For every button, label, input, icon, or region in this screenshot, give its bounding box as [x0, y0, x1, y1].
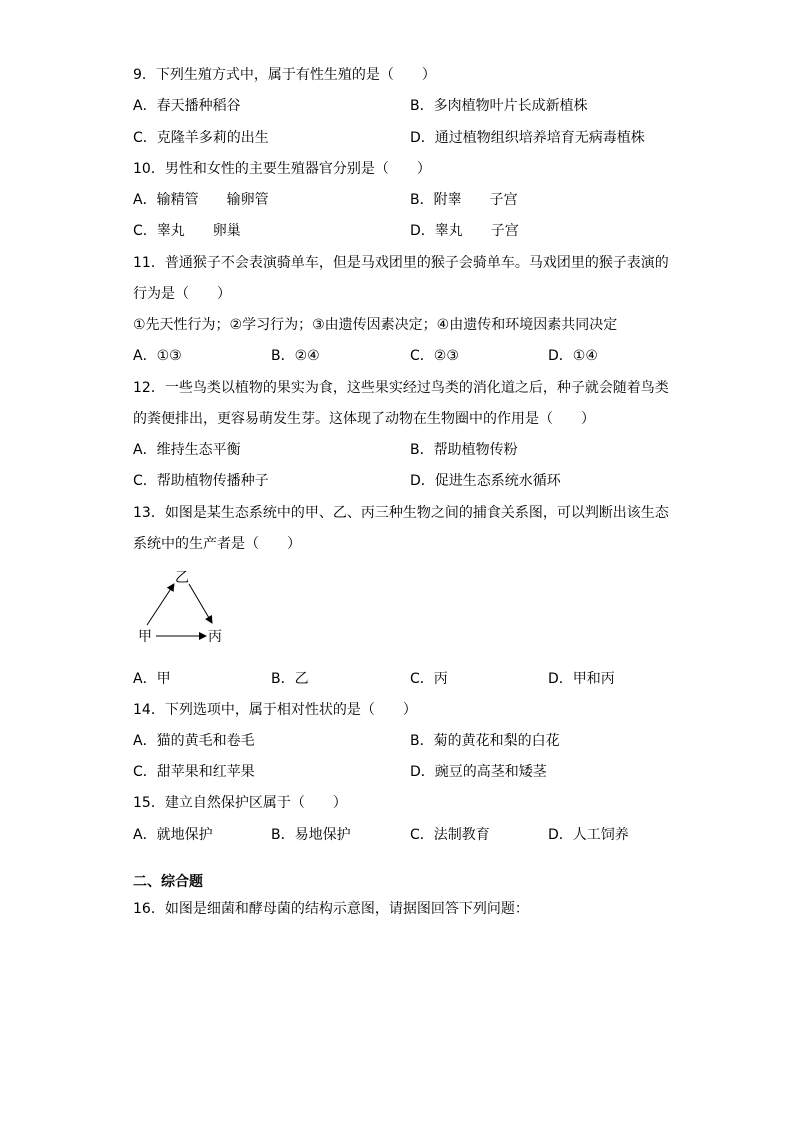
q14-option-d: D．豌豆的高茎和矮茎	[410, 764, 547, 780]
q13-option-b: B．乙	[271, 671, 309, 687]
q13-option-a: A．甲	[133, 671, 171, 687]
q14-option-a: A．猫的黄毛和卷毛	[133, 733, 255, 749]
q12-option-b: B．帮助植物传粉	[410, 442, 518, 458]
q11-option-c: C．②③	[410, 348, 459, 364]
q15-option-a: A．就地保护	[133, 827, 213, 843]
q13-stem-line2: 系统中的生产者是（ ）	[133, 536, 301, 552]
q9-option-d: D．通过植物组织培养培育无病毒植株	[410, 130, 645, 146]
arrow-yi-to-bing	[189, 584, 212, 623]
q14-option-c: C．甜苹果和红苹果	[133, 764, 255, 780]
q12-stem-line2: 的粪便排出，更容易萌发生芽。这体现了动物在生物圈中的作用是（ ）	[133, 411, 595, 427]
q11-stem-line2: 行为是（ ）	[133, 286, 231, 302]
node-bing: 丙	[208, 629, 222, 645]
q12-stem-line1: 12．一些鸟类以植物的果实为食，这些果实经过鸟类的消化道之后，种子就会随着鸟类	[133, 380, 669, 396]
q15-option-b: B．易地保护	[271, 827, 351, 843]
q9-option-a: A．春天播种稻谷	[133, 98, 241, 114]
q14-stem: 14．下列选项中，属于相对性状的是（ ）	[133, 702, 417, 718]
q11-stem-line3: ①先天性行为；②学习行为；③由遗传因素决定；④由遗传和环境因素共同决定	[133, 317, 618, 333]
q10-option-b: B．附睾 子宫	[410, 192, 518, 208]
q14-option-b: B．菊的黄花和梨的白花	[410, 733, 560, 749]
q10-option-d: D．睾丸 子宫	[410, 223, 519, 239]
q9-option-b: B．多肉植物叶片长成新植株	[410, 98, 588, 114]
food-chain-diagram	[130, 562, 240, 654]
q11-option-a: A．①③	[133, 348, 182, 364]
section-heading: 二、综合题	[133, 874, 203, 890]
q16-stem: 16．如图是细菌和酵母菌的结构示意图，请据图回答下列问题：	[133, 901, 529, 917]
q10-option-c: C．睾丸 卵巢	[133, 223, 241, 239]
node-yi: 乙	[175, 570, 189, 586]
q15-option-c: C．法制教育	[410, 827, 490, 843]
q12-option-d: D．促进生态系统水循环	[410, 473, 561, 489]
q15-option-d: D．人工饲养	[548, 827, 629, 843]
q11-stem-line1: 11．普通猴子不会表演骑单车，但是马戏团里的猴子会骑单车。马戏团里的猴子表演的	[133, 255, 669, 271]
q11-option-b: B．②④	[271, 348, 320, 364]
q12-option-a: A．维持生态平衡	[133, 442, 241, 458]
q10-option-a: A．输精管 输卵管	[133, 192, 269, 208]
q15-stem: 15．建立自然保护区属于（ ）	[133, 795, 347, 811]
q10-stem: 10．男性和女性的主要生殖器官分别是（ ）	[133, 161, 431, 177]
q9-stem: 9．下列生殖方式中，属于有性生殖的是（ ）	[133, 67, 436, 83]
node-jia: 甲	[138, 629, 152, 645]
q9-option-c: C．克隆羊多莉的出生	[133, 130, 269, 146]
q11-option-d: D．①④	[548, 348, 598, 364]
q13-option-c: C．丙	[410, 671, 448, 687]
q12-option-c: C．帮助植物传播种子	[133, 473, 269, 489]
q13-option-d: D．甲和丙	[548, 671, 615, 687]
arrow-jia-to-yi	[147, 584, 174, 625]
q13-stem-line1: 13．如图是某生态系统中的甲、乙、丙三种生物之间的捕食关系图，可以判断出该生态	[133, 505, 669, 521]
